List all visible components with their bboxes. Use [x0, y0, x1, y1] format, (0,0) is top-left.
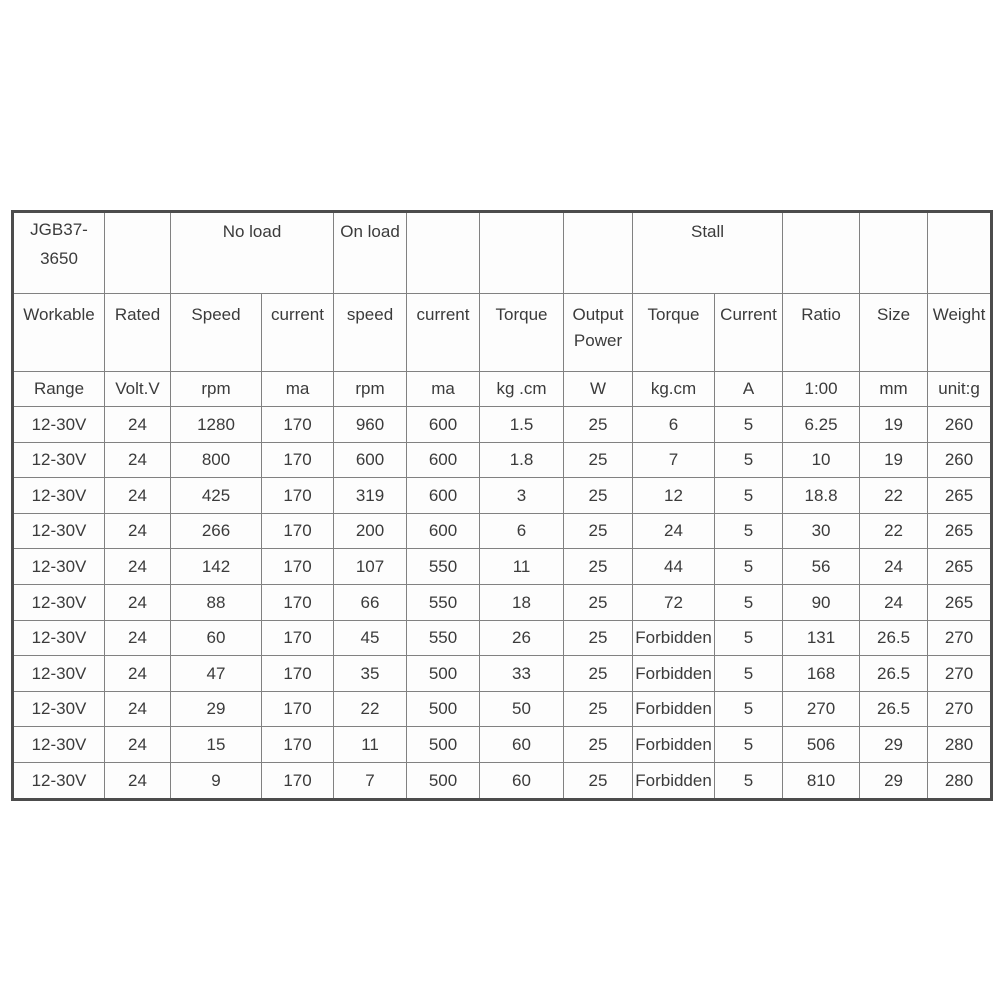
table-cell: 19: [860, 442, 928, 478]
empty-cell: [928, 212, 992, 294]
table-cell: 12-30V: [13, 762, 105, 799]
empty-cell: [480, 212, 564, 294]
table-cell: 24: [105, 620, 171, 656]
group-header-stall: Stall: [633, 212, 783, 294]
empty-cell: [860, 212, 928, 294]
table-cell: 1.8: [480, 442, 564, 478]
table-cell: 22: [334, 691, 407, 727]
table-cell: 5: [715, 549, 783, 585]
table-cell: 12-30V: [13, 691, 105, 727]
table-cell: 60: [480, 727, 564, 763]
table-cell: 265: [928, 478, 992, 514]
table-cell: 25: [564, 549, 633, 585]
table-cell: 25: [564, 691, 633, 727]
table-cell: 280: [928, 727, 992, 763]
table-cell: 12-30V: [13, 656, 105, 692]
table-row: [13, 691, 992, 727]
column-units-row: [13, 372, 992, 407]
table-cell: 12-30V: [13, 727, 105, 763]
table-cell: 265: [928, 513, 992, 549]
table-cell: 200: [334, 513, 407, 549]
table-cell: 425: [171, 478, 262, 514]
column-unit: Range: [13, 372, 105, 407]
table-cell: 9: [171, 762, 262, 799]
table-cell: 5: [715, 620, 783, 656]
table-cell: 800: [171, 442, 262, 478]
table-cell: 600: [407, 513, 480, 549]
table-cell: Forbidden: [633, 656, 715, 692]
table-cell: 170: [262, 727, 334, 763]
table-cell: 24: [860, 584, 928, 620]
table-row: [13, 407, 992, 443]
table-cell: 24: [105, 656, 171, 692]
column-unit: W: [564, 372, 633, 407]
table-cell: 266: [171, 513, 262, 549]
table-cell: 170: [262, 407, 334, 443]
table-cell: 56: [783, 549, 860, 585]
table-row: [13, 549, 992, 585]
table-cell: 260: [928, 442, 992, 478]
table-cell: 5: [715, 691, 783, 727]
table-cell: 5: [715, 407, 783, 443]
spec-table: [11, 210, 993, 801]
column-unit: unit:g: [928, 372, 992, 407]
table-row: [13, 620, 992, 656]
model-line1: JGB37-: [30, 220, 88, 239]
table-cell: 5: [715, 727, 783, 763]
table-cell: 11: [480, 549, 564, 585]
table-cell: 170: [262, 620, 334, 656]
table-cell: 15: [171, 727, 262, 763]
table-cell: 260: [928, 407, 992, 443]
table-row: [13, 656, 992, 692]
table-cell: 33: [480, 656, 564, 692]
table-cell: Forbidden: [633, 727, 715, 763]
table-cell: 12: [633, 478, 715, 514]
model-number-cell: [13, 212, 105, 294]
column-names-row: [13, 294, 992, 372]
table-cell: 24: [105, 513, 171, 549]
table-cell: 18: [480, 584, 564, 620]
table-cell: Forbidden: [633, 620, 715, 656]
table-row: [13, 442, 992, 478]
table-cell: 25: [564, 656, 633, 692]
table-cell: 131: [783, 620, 860, 656]
column-header: Current: [715, 294, 783, 372]
table-cell: 88: [171, 584, 262, 620]
table-cell: 5: [715, 656, 783, 692]
table-cell: 7: [633, 442, 715, 478]
table-cell: 500: [407, 727, 480, 763]
table-cell: 12-30V: [13, 407, 105, 443]
group-header-no-load: No load: [171, 212, 334, 294]
empty-cell: [407, 212, 480, 294]
column-unit: A: [715, 372, 783, 407]
table-cell: 24: [105, 407, 171, 443]
table-row: [13, 762, 992, 799]
table-cell: 6.25: [783, 407, 860, 443]
table-cell: 25: [564, 407, 633, 443]
table-cell: 12-30V: [13, 549, 105, 585]
table-cell: 270: [783, 691, 860, 727]
empty-cell: [564, 212, 633, 294]
column-unit: rpm: [334, 372, 407, 407]
table-row: [13, 513, 992, 549]
empty-cell: [105, 212, 171, 294]
table-cell: 810: [783, 762, 860, 799]
table-cell: 1280: [171, 407, 262, 443]
table-row: [13, 478, 992, 514]
model-line2: 3650: [40, 249, 78, 268]
table-cell: 26.5: [860, 656, 928, 692]
table-cell: 11: [334, 727, 407, 763]
column-unit: ma: [407, 372, 480, 407]
table-cell: 35: [334, 656, 407, 692]
table-cell: 170: [262, 513, 334, 549]
table-cell: 170: [262, 478, 334, 514]
table-cell: 6: [480, 513, 564, 549]
table-cell: 66: [334, 584, 407, 620]
column-unit: Volt.V: [105, 372, 171, 407]
table-cell: 270: [928, 691, 992, 727]
table-cell: 26: [480, 620, 564, 656]
column-unit: mm: [860, 372, 928, 407]
column-unit: kg .cm: [480, 372, 564, 407]
column-header: current: [262, 294, 334, 372]
table-cell: 142: [171, 549, 262, 585]
column-header: Torque: [633, 294, 715, 372]
table-cell: 5: [715, 584, 783, 620]
column-header: Speed: [171, 294, 262, 372]
table-cell: 270: [928, 620, 992, 656]
table-cell: 24: [105, 442, 171, 478]
column-header: Output Power: [564, 294, 633, 372]
table-cell: 10: [783, 442, 860, 478]
table-cell: 29: [860, 762, 928, 799]
table-cell: 12-30V: [13, 478, 105, 514]
table-cell: 19: [860, 407, 928, 443]
table-cell: 24: [105, 549, 171, 585]
column-header: Weight: [928, 294, 992, 372]
table-body: [13, 407, 992, 800]
table-cell: 24: [633, 513, 715, 549]
table-cell: 170: [262, 691, 334, 727]
table-cell: 107: [334, 549, 407, 585]
table-cell: 550: [407, 549, 480, 585]
table-cell: 600: [407, 407, 480, 443]
table-cell: 22: [860, 478, 928, 514]
table-cell: 47: [171, 656, 262, 692]
table-cell: 25: [564, 584, 633, 620]
table-cell: 319: [334, 478, 407, 514]
table-row: [13, 584, 992, 620]
table-cell: 24: [105, 762, 171, 799]
table-cell: 45: [334, 620, 407, 656]
table-cell: 12-30V: [13, 584, 105, 620]
table-cell: 26.5: [860, 691, 928, 727]
table-cell: 600: [407, 442, 480, 478]
table-cell: 600: [334, 442, 407, 478]
column-header: Rated: [105, 294, 171, 372]
table-cell: 600: [407, 478, 480, 514]
table-cell: 44: [633, 549, 715, 585]
table-cell: 170: [262, 762, 334, 799]
table-cell: 500: [407, 656, 480, 692]
table-cell: 24: [105, 478, 171, 514]
column-unit: 1:00: [783, 372, 860, 407]
table-cell: 25: [564, 762, 633, 799]
table-cell: 22: [860, 513, 928, 549]
table-cell: 60: [480, 762, 564, 799]
empty-cell: [783, 212, 860, 294]
table-cell: 12-30V: [13, 442, 105, 478]
table-cell: 29: [171, 691, 262, 727]
table-cell: 25: [564, 513, 633, 549]
table-cell: 550: [407, 620, 480, 656]
table-cell: 168: [783, 656, 860, 692]
table-cell: 7: [334, 762, 407, 799]
table-cell: 24: [105, 691, 171, 727]
table-cell: 72: [633, 584, 715, 620]
table-cell: 18.8: [783, 478, 860, 514]
table-cell: 170: [262, 584, 334, 620]
table-cell: 24: [860, 549, 928, 585]
table-cell: 50: [480, 691, 564, 727]
column-unit: kg.cm: [633, 372, 715, 407]
column-header: Workable: [13, 294, 105, 372]
table-cell: 60: [171, 620, 262, 656]
table-cell: 30: [783, 513, 860, 549]
column-header: current: [407, 294, 480, 372]
column-unit: ma: [262, 372, 334, 407]
column-unit: rpm: [171, 372, 262, 407]
column-header: speed: [334, 294, 407, 372]
table-cell: 506: [783, 727, 860, 763]
table-cell: 170: [262, 549, 334, 585]
table-cell: 265: [928, 549, 992, 585]
table-cell: 265: [928, 584, 992, 620]
table-cell: 24: [105, 584, 171, 620]
table-cell: 6: [633, 407, 715, 443]
group-header-row: [13, 212, 992, 294]
table-cell: Forbidden: [633, 691, 715, 727]
column-header: Ratio: [783, 294, 860, 372]
table-cell: 960: [334, 407, 407, 443]
table-cell: 5: [715, 762, 783, 799]
group-header-on-load: On load: [334, 212, 407, 294]
table-cell: 25: [564, 727, 633, 763]
table-cell: 25: [564, 620, 633, 656]
table-cell: 25: [564, 442, 633, 478]
table-cell: 25: [564, 478, 633, 514]
table-cell: 170: [262, 656, 334, 692]
table-row: [13, 727, 992, 763]
table-cell: 550: [407, 584, 480, 620]
table-cell: Forbidden: [633, 762, 715, 799]
table-cell: 12-30V: [13, 513, 105, 549]
table-cell: 24: [105, 727, 171, 763]
table-cell: 270: [928, 656, 992, 692]
table-cell: 5: [715, 513, 783, 549]
table-cell: 5: [715, 442, 783, 478]
table-cell: 3: [480, 478, 564, 514]
table-cell: 170: [262, 442, 334, 478]
spec-table-container: [11, 210, 990, 801]
table-cell: 1.5: [480, 407, 564, 443]
table-cell: 500: [407, 691, 480, 727]
column-header: Torque: [480, 294, 564, 372]
table-cell: 26.5: [860, 620, 928, 656]
table-cell: 29: [860, 727, 928, 763]
table-cell: 12-30V: [13, 620, 105, 656]
table-cell: 280: [928, 762, 992, 799]
table-cell: 90: [783, 584, 860, 620]
column-header: Size: [860, 294, 928, 372]
table-cell: 5: [715, 478, 783, 514]
table-cell: 500: [407, 762, 480, 799]
